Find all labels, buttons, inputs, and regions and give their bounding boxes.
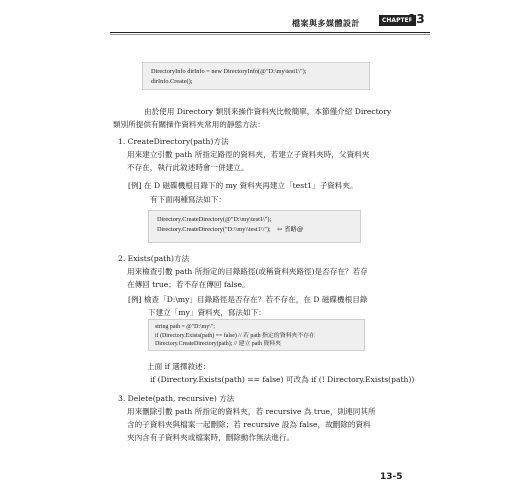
note-line: 上面 if 選擇敘述： [147, 362, 211, 371]
example-line: [例] 在 D 磁碟機根目錄下的 my 資料夾再建立「test1」子資料夾。 [128, 181, 358, 190]
example-line: [例] 檢查「D:\my」目錄路徑是否存在？若不存在，在 D 磁碟機根目錄 [128, 295, 368, 304]
note-line: if (Directory.Exists(path) == false) 可改為 if (! Directory.Exists(path)) [150, 375, 415, 384]
chapter-label: CHAPTER [379, 15, 416, 26]
example-line: 下建立「my」資料夾，寫法如下： [148, 308, 266, 317]
page-header [0, 10, 520, 40]
section-desc: 不存在，執行此敘述時會一併建立。 [127, 163, 249, 172]
section-heading-delete: 3. Delete(path, recursive) 方法 [118, 394, 235, 403]
code-line: Directory.CreateDirectory(@"D:\my\test1\"); [157, 216, 272, 223]
example-line: 有下面兩種寫法如下： [150, 195, 226, 204]
code-line: DirectoryInfo dirInfo = new DirectoryInfo(@"D:\my\test1\"); [151, 68, 307, 75]
page-number: 13-5 [380, 472, 403, 482]
code-line [157, 225, 352, 235]
section-desc: 用來建立引數 path 所指定路徑的資料夾，若建立子資料夾時，父資料夾 [127, 150, 370, 159]
header-rule-thin [110, 34, 430, 35]
section-desc: 用來檢查引數 path 所指定的目錄路徑(或稱資料夾路徑)是否存在？若存 [127, 267, 368, 276]
section-desc: 在傳回 true；若不存在傳回 false。 [127, 280, 250, 289]
code-line: dirInfo.Create(); [151, 78, 193, 85]
section-heading-exists: 2. Exists(path)方法 [118, 254, 190, 263]
left-arrow-note: ⇦ 省略@ [276, 226, 304, 233]
code-line-text: Directory.CreateDirectory("D:\\my\\test1\\"); [157, 226, 271, 233]
section-desc: 含的子資料夾與檔案一起刪除；若 recursive 設為 false，故刪除的資料 [127, 420, 371, 429]
code-block-create-dirinfo [142, 62, 370, 90]
code-line: string path = @"D:\my\"; [155, 324, 215, 330]
header-title: 檔案與多媒體設計 [292, 19, 360, 28]
section-heading-create-directory: 1. CreateDirectory(path)方法 [118, 137, 229, 146]
intro-line: 由於使用 Directory 類別來操作資料夾比較簡單，本節僅介紹 Directory [144, 107, 392, 116]
code-line: Directory.CreateDirectory(path); // 建立 path 資料夾 [155, 341, 282, 348]
code-block-exists [148, 319, 365, 351]
header-rule [110, 32, 430, 33]
code-line: if (Directory.Exists(path) == false) // 若 path 指定的資料夾不存在 [155, 332, 316, 339]
section-desc: 夾內含有子資料夾或檔案時，刪除動作無法進行。 [127, 433, 295, 442]
section-desc: 用來刪除引數 path 所指定的資料夾，若 recursive 為 true，則連同其所 [127, 407, 376, 416]
intro-line: 類別所提供有關操作資料夾常用的靜態方法： [113, 120, 265, 129]
code-block-create-directory [148, 210, 361, 243]
chapter-number: 13 [408, 12, 425, 26]
